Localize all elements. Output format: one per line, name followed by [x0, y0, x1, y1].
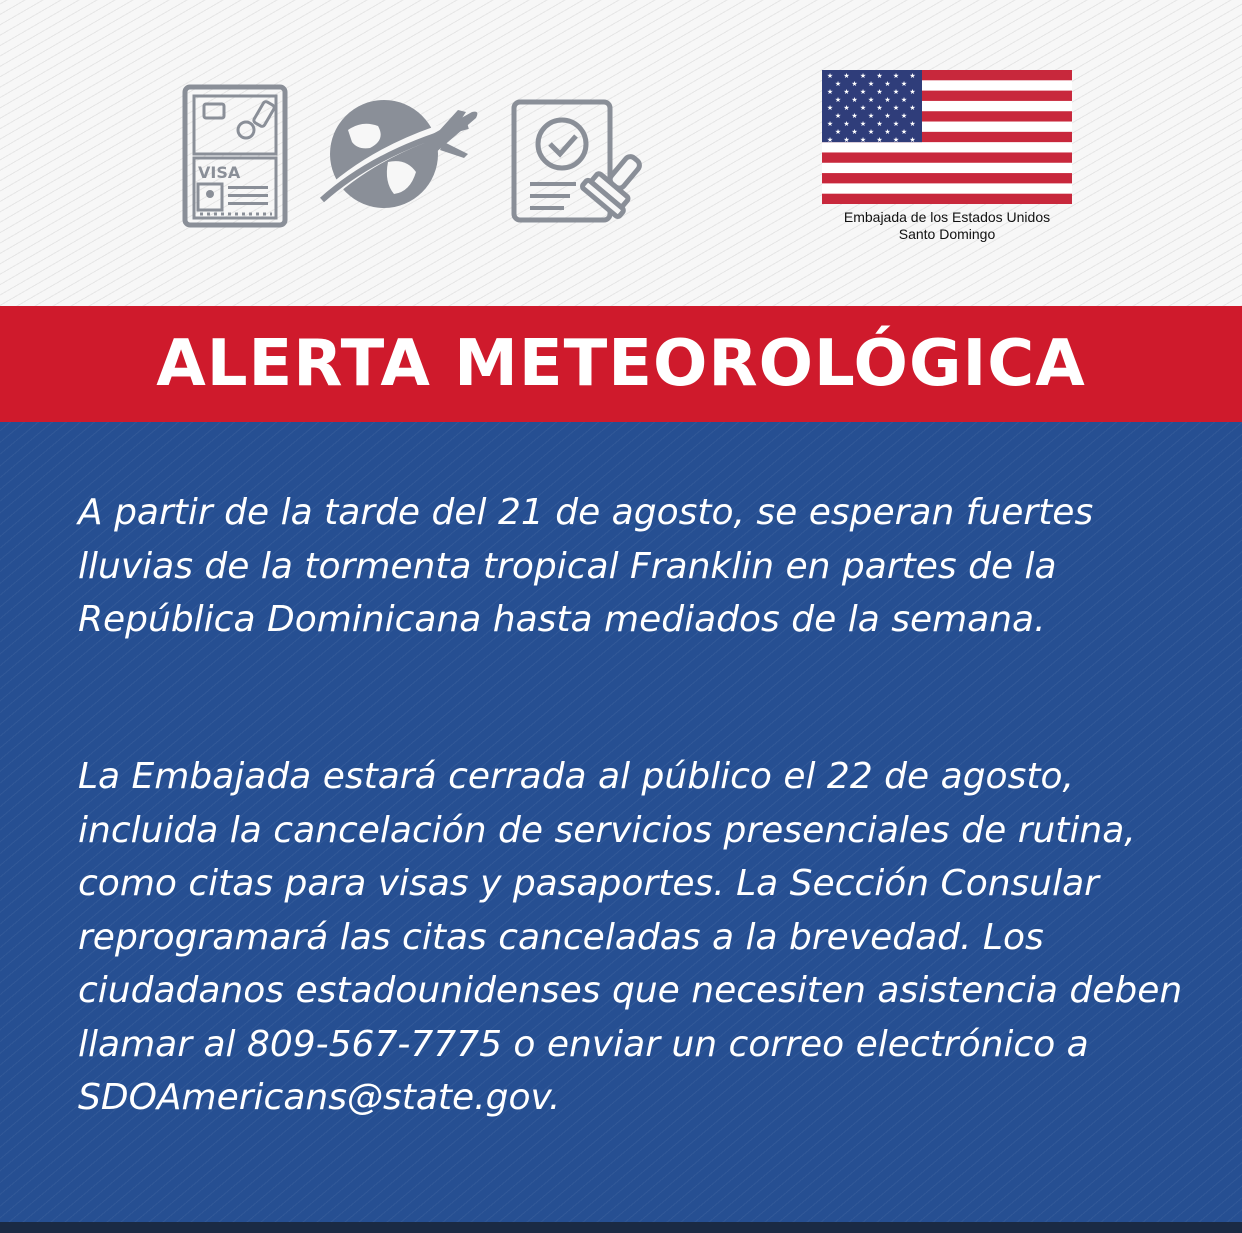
- svg-text:★: ★: [884, 96, 891, 104]
- svg-text:★: ★: [834, 80, 842, 88]
- svg-text:★: ★: [876, 72, 883, 80]
- svg-text:★: ★: [909, 104, 916, 112]
- svg-text:★: ★: [826, 72, 834, 80]
- svg-text:★: ★: [876, 120, 883, 128]
- svg-text:★: ★: [900, 112, 908, 120]
- us-flag-icon: [822, 70, 1072, 204]
- svg-text:★: ★: [843, 88, 850, 96]
- svg-text:★: ★: [826, 88, 834, 96]
- footer-bar: [0, 1222, 1242, 1233]
- svg-text:★: ★: [826, 104, 834, 112]
- svg-text:★: ★: [892, 88, 900, 96]
- svg-text:★: ★: [900, 96, 908, 104]
- svg-text:★: ★: [834, 96, 842, 104]
- globe-airplane-icon: [318, 96, 482, 214]
- svg-text:★: ★: [909, 120, 916, 128]
- svg-text:★: ★: [843, 136, 850, 144]
- svg-text:★: ★: [843, 120, 850, 128]
- svg-text:★: ★: [843, 72, 850, 80]
- svg-text:★: ★: [859, 104, 867, 112]
- svg-text:★: ★: [892, 120, 900, 128]
- svg-text:★: ★: [867, 80, 875, 88]
- svg-text:★: ★: [892, 136, 900, 144]
- svg-text:★: ★: [834, 128, 842, 136]
- svg-text:★: ★: [909, 136, 916, 144]
- alert-banner: [0, 306, 1242, 422]
- svg-text:★: ★: [867, 96, 875, 104]
- message-paragraph-2: La Embajada estará cerrada al público el 22 de agosto, incluida la cancelación de servicios presenciales de rutina, como citas para visas y pasaportes. La Sección Consular reprogramará las citas canceladas a la brevedad. Los ciudadanos estadounidenses que necesiten asistencia deben llamar al 809-567-7775 o enviar un correo electrónico a SDOAmericans@state.gov.: [78, 756, 1183, 1118]
- svg-text:★: ★: [876, 88, 883, 96]
- svg-text:★: ★: [851, 128, 858, 136]
- svg-text:★: ★: [851, 112, 858, 120]
- svg-text:VISA: VISA: [198, 163, 241, 182]
- header-section: [0, 0, 1242, 306]
- svg-text:★: ★: [859, 88, 867, 96]
- svg-text:★: ★: [909, 88, 916, 96]
- svg-text:★: ★: [851, 96, 858, 104]
- svg-text:★: ★: [892, 104, 900, 112]
- svg-text:★: ★: [892, 72, 900, 80]
- svg-text:★: ★: [826, 120, 834, 128]
- svg-text:★: ★: [843, 104, 850, 112]
- svg-text:★: ★: [859, 136, 867, 144]
- svg-text:★: ★: [876, 104, 883, 112]
- svg-text:★: ★: [900, 80, 908, 88]
- svg-text:★: ★: [909, 72, 916, 80]
- svg-text:★: ★: [900, 128, 908, 136]
- embassy-name-line2: Santo Domingo: [898, 226, 996, 242]
- stamped-document-icon: [510, 98, 644, 224]
- alert-title: ALERTA METEOROLÓGICA: [156, 327, 1086, 401]
- embassy-name: [802, 209, 1092, 243]
- svg-text:★: ★: [876, 136, 883, 144]
- svg-text:★: ★: [884, 112, 891, 120]
- message-paragraph-1: A partir de la tarde del 21 de agosto, se esperan fuertes lluvias de la tormenta tropical Franklin en partes de la República Dominicana hasta mediados de la semana.: [78, 492, 1094, 640]
- svg-text:★: ★: [859, 72, 867, 80]
- svg-text:★: ★: [884, 128, 891, 136]
- svg-text:★: ★: [826, 136, 834, 144]
- visa-passport-icon: [182, 84, 288, 228]
- svg-text:★: ★: [867, 112, 875, 120]
- svg-text:★: ★: [851, 80, 858, 88]
- svg-text:★: ★: [867, 128, 875, 136]
- embassy-name-line1: Embajada de los Estados Unidos: [843, 209, 1051, 225]
- message-panel: [0, 422, 1242, 1222]
- svg-text:★: ★: [859, 120, 867, 128]
- svg-text:★: ★: [834, 112, 842, 120]
- svg-text:★: ★: [884, 80, 891, 88]
